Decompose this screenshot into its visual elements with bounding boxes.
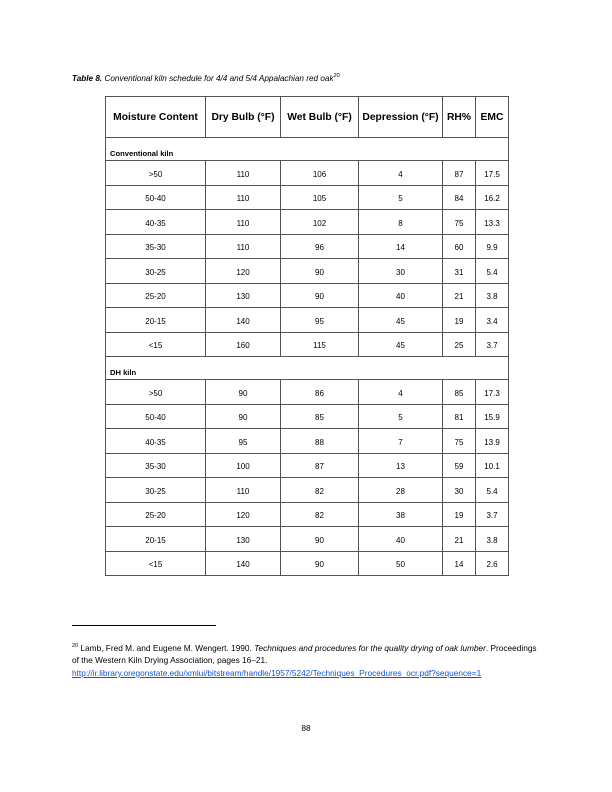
cell-rh: 19 — [443, 308, 476, 333]
cell-moisture-content: 30-25 — [106, 259, 206, 284]
cell-depression: 4 — [359, 380, 443, 405]
cell-moisture-content: 35-30 — [106, 453, 206, 478]
cell-wet-bulb: 82 — [281, 478, 359, 503]
cell-moisture-content: 20-15 — [106, 527, 206, 552]
cell-dry-bulb: 95 — [206, 429, 281, 454]
cell-dry-bulb: 130 — [206, 527, 281, 552]
table-row — [106, 380, 509, 405]
cell-wet-bulb: 82 — [281, 502, 359, 527]
cell-depression: 7 — [359, 429, 443, 454]
cell-wet-bulb: 90 — [281, 527, 359, 552]
cell-moisture-content: 50-40 — [106, 404, 206, 429]
cell-emc: 3.7 — [476, 502, 509, 527]
cell-rh: 21 — [443, 283, 476, 308]
cell-moisture-content: 40-35 — [106, 210, 206, 235]
cell-moisture-content: 25-20 — [106, 502, 206, 527]
cell-wet-bulb: 86 — [281, 380, 359, 405]
table-row — [106, 551, 509, 576]
cell-depression: 13 — [359, 453, 443, 478]
cell-wet-bulb: 90 — [281, 283, 359, 308]
cell-wet-bulb: 105 — [281, 185, 359, 210]
cell-dry-bulb: 110 — [206, 234, 281, 259]
footnote-link[interactable]: http://ir.library.oregonstate.edu/xmlui/bitstream/handle/1957/5242/Techniques_Procedures_ocr.pdf?sequence=1 — [72, 667, 482, 678]
cell-emc: 16.2 — [476, 185, 509, 210]
table-row — [106, 478, 509, 503]
cell-emc: 3.8 — [476, 283, 509, 308]
cell-wet-bulb: 96 — [281, 234, 359, 259]
footnote — [72, 640, 542, 679]
cell-emc: 10.1 — [476, 453, 509, 478]
cell-rh: 60 — [443, 234, 476, 259]
cell-moisture-content: 35-30 — [106, 234, 206, 259]
cell-depression: 38 — [359, 502, 443, 527]
table-caption — [72, 73, 340, 83]
cell-dry-bulb: 110 — [206, 185, 281, 210]
footnote-ref[interactable]: 20 — [333, 73, 340, 79]
cell-dry-bulb: 110 — [206, 161, 281, 186]
table-row — [106, 161, 509, 186]
cell-rh: 14 — [443, 551, 476, 576]
cell-emc: 13.9 — [476, 429, 509, 454]
cell-wet-bulb: 87 — [281, 453, 359, 478]
table-row — [106, 453, 509, 478]
cell-emc: 3.4 — [476, 308, 509, 333]
cell-emc: 17.3 — [476, 380, 509, 405]
header-depression: Depression (°F) — [359, 97, 443, 138]
cell-wet-bulb: 95 — [281, 308, 359, 333]
footnote-number: 20 — [72, 643, 79, 649]
cell-wet-bulb: 115 — [281, 332, 359, 357]
cell-emc: 5.4 — [476, 259, 509, 284]
header-row — [106, 97, 509, 138]
cell-moisture-content: >50 — [106, 380, 206, 405]
cell-rh: 19 — [443, 502, 476, 527]
cell-wet-bulb: 102 — [281, 210, 359, 235]
cell-emc: 13.3 — [476, 210, 509, 235]
cell-moisture-content: <15 — [106, 332, 206, 357]
cell-dry-bulb: 100 — [206, 453, 281, 478]
cell-moisture-content: 50-40 — [106, 185, 206, 210]
cell-rh: 84 — [443, 185, 476, 210]
cell-moisture-content: 25-20 — [106, 283, 206, 308]
cell-dry-bulb: 140 — [206, 551, 281, 576]
cell-wet-bulb: 88 — [281, 429, 359, 454]
cell-moisture-content: 40-35 — [106, 429, 206, 454]
cell-depression: 45 — [359, 308, 443, 333]
table-row — [106, 502, 509, 527]
cell-rh: 31 — [443, 259, 476, 284]
cell-dry-bulb: 130 — [206, 283, 281, 308]
table-row — [106, 259, 509, 284]
cell-depression: 45 — [359, 332, 443, 357]
section-title: DH kiln — [106, 357, 509, 380]
section-row — [106, 138, 509, 161]
table-row — [106, 283, 509, 308]
cell-dry-bulb: 110 — [206, 210, 281, 235]
cell-rh: 21 — [443, 527, 476, 552]
cell-rh: 59 — [443, 453, 476, 478]
cell-depression: 8 — [359, 210, 443, 235]
cell-emc: 17.5 — [476, 161, 509, 186]
header-wet-bulb: Wet Bulb (°F) — [281, 97, 359, 138]
footnote-title: Techniques and procedures for the quality drying of oak lumber — [254, 643, 486, 653]
table-label: Table 8. — [72, 74, 103, 83]
cell-moisture-content: 20-15 — [106, 308, 206, 333]
cell-depression: 30 — [359, 259, 443, 284]
cell-rh: 30 — [443, 478, 476, 503]
cell-rh: 81 — [443, 404, 476, 429]
table-row — [106, 185, 509, 210]
cell-rh: 75 — [443, 210, 476, 235]
cell-emc: 5.4 — [476, 478, 509, 503]
cell-emc: 2.6 — [476, 551, 509, 576]
cell-emc: 3.7 — [476, 332, 509, 357]
table-caption-text: Conventional kiln schedule for 4/4 and 5/4 Appalachian red oak — [102, 74, 334, 83]
cell-wet-bulb: 85 — [281, 404, 359, 429]
footnote-divider — [72, 625, 216, 626]
cell-depression: 40 — [359, 527, 443, 552]
footnote-authors: Lamb, Fred M. and Eugene M. Wengert. 1990. — [78, 643, 255, 653]
page-number: 88 — [301, 723, 311, 733]
table-row — [106, 429, 509, 454]
cell-depression: 14 — [359, 234, 443, 259]
cell-depression: 28 — [359, 478, 443, 503]
cell-emc: 15.9 — [476, 404, 509, 429]
table-row — [106, 210, 509, 235]
cell-dry-bulb: 120 — [206, 259, 281, 284]
cell-depression: 5 — [359, 404, 443, 429]
cell-dry-bulb: 120 — [206, 502, 281, 527]
cell-moisture-content: >50 — [106, 161, 206, 186]
header-rh: RH% — [443, 97, 476, 138]
cell-emc: 3.8 — [476, 527, 509, 552]
cell-depression: 5 — [359, 185, 443, 210]
table-row — [106, 234, 509, 259]
cell-rh: 25 — [443, 332, 476, 357]
cell-emc: 9.9 — [476, 234, 509, 259]
table-row — [106, 332, 509, 357]
cell-moisture-content: 30-25 — [106, 478, 206, 503]
table-row — [106, 527, 509, 552]
table-row — [106, 404, 509, 429]
cell-rh: 85 — [443, 380, 476, 405]
cell-wet-bulb: 90 — [281, 551, 359, 576]
header-emc: EMC — [476, 97, 509, 138]
cell-depression: 50 — [359, 551, 443, 576]
cell-dry-bulb: 140 — [206, 308, 281, 333]
cell-rh: 75 — [443, 429, 476, 454]
header-dry-bulb: Dry Bulb (°F) — [206, 97, 281, 138]
cell-moisture-content: <15 — [106, 551, 206, 576]
cell-depression: 4 — [359, 161, 443, 186]
kiln-schedule-table — [105, 96, 509, 576]
table-row — [106, 308, 509, 333]
section-row — [106, 357, 509, 380]
section-title: Conventional kiln — [106, 138, 509, 161]
cell-depression: 40 — [359, 283, 443, 308]
cell-rh: 87 — [443, 161, 476, 186]
cell-dry-bulb: 90 — [206, 380, 281, 405]
cell-dry-bulb: 110 — [206, 478, 281, 503]
footnote-source: . Proceedings of the Western Kiln Drying Association, pages 16–21. — [72, 643, 537, 666]
cell-dry-bulb: 90 — [206, 404, 281, 429]
cell-wet-bulb: 90 — [281, 259, 359, 284]
cell-wet-bulb: 106 — [281, 161, 359, 186]
cell-dry-bulb: 160 — [206, 332, 281, 357]
header-moisture-content: Moisture Content — [106, 97, 206, 138]
